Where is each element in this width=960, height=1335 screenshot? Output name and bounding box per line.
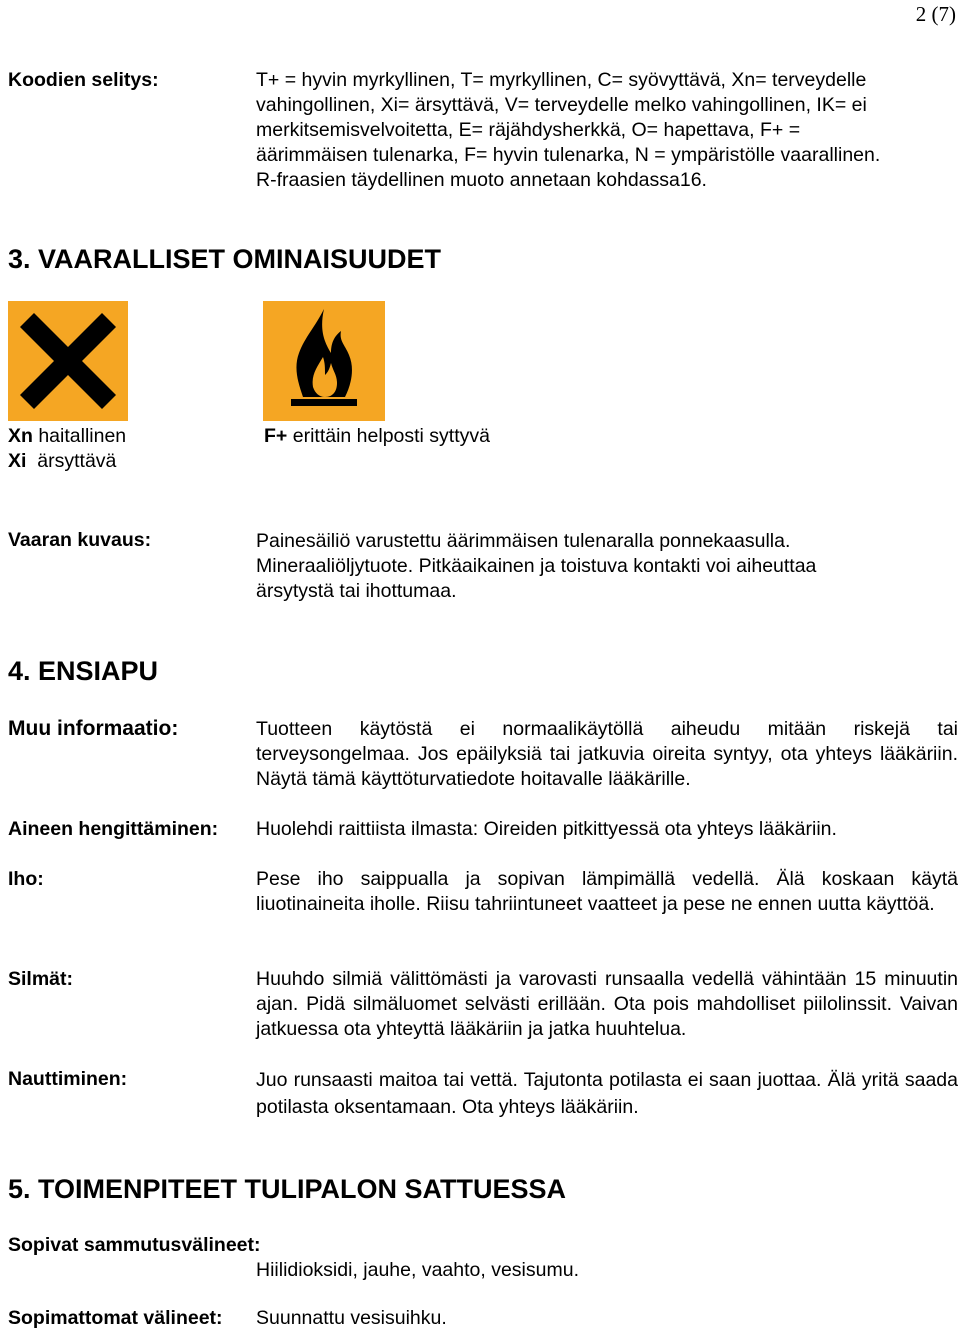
- codes-label: Koodien selitys:: [8, 69, 159, 91]
- skin-label: Iho:: [8, 868, 44, 890]
- ingestion-label: Nauttiminen:: [8, 1068, 128, 1090]
- eyes-text: Huuhdo silmiä välittömästi ja varovasti runsaalla vedellä vähintään 15 minuutin ajan. Pidä silmäluomet selvästi erillään. Ota pois mahdolliset piilolinssit. Vaivan jatkuessa ota yhteyttä lääkäriin ja jatka huuhtelua.: [256, 968, 958, 1040]
- unsuitable-media-text: Suunnattu vesisuihku.: [256, 1307, 447, 1329]
- fplus-code: F+: [264, 425, 288, 447]
- codes-line: R-fraasien täydellinen muoto annetaan kohdassa16.: [256, 169, 707, 191]
- hazard-line: Mineraaliöljytuote. Pitkäaikainen ja toistuva kontakti voi aiheuttaa: [256, 555, 817, 577]
- symbol1-caption: [8, 424, 126, 474]
- codes-text: [256, 68, 958, 193]
- fplus-text: erittäin helposti syttyvä: [287, 425, 490, 447]
- eyes-label: Silmät:: [8, 968, 74, 990]
- suitable-media-text: Hiilidioksidi, jauhe, vaahto, vesisumu.: [256, 1259, 579, 1281]
- codes-line: T+ = hyvin myrkyllinen, T= myrkyllinen, C= syövyttävä, Xn= terveydelle: [256, 69, 867, 91]
- codes-line: vahingollinen, Xi= ärsyttävä, V= terveydelle melko vahingollinen, IK= ei: [256, 94, 867, 116]
- section4-heading: 4. ENSIAPU: [8, 656, 159, 686]
- hazard-line: ärsytystä tai ihottumaa.: [256, 580, 457, 602]
- hazard-label: Vaaran kuvaus:: [8, 529, 152, 551]
- xi-code: Xi: [8, 450, 27, 472]
- section3-heading: 3. VAARALLISET OMINAISUUDET: [8, 244, 442, 274]
- harmful-irritant-x-icon: [8, 301, 128, 421]
- codes-line: äärimmäisen tulenarka, F= hyvin tulenarka, N = ympäristölle vaarallinen.: [256, 144, 881, 166]
- flammable-flame-icon: [263, 301, 385, 421]
- other-info-text: Tuotteen käytöstä ei normaalikäytöllä aiheudu mitään riskejä tai terveysongelmaa. Jos epäilyksiä tai jatkuvia oireita syntyy, ota yhteys lääkäriin. Näytä tämä käyttöturvatiedote hoitavalle lääkärille.: [256, 718, 958, 790]
- suitable-media-label: Sopivat sammutusvälineet:: [8, 1234, 261, 1256]
- codes-line: merkitsemisvelvoitetta, E= räjähdysherkkä, O= hapettava, F+ =: [256, 119, 801, 141]
- xn-text: haitallinen: [32, 425, 127, 447]
- symbol2-caption: [264, 424, 490, 449]
- hazard-text: [256, 529, 958, 604]
- skin-text: Pese iho saippualla ja sopivan lämpimällä vedellä. Älä koskaan käytä liuotinaineita iholle. Riisu tahriintuneet vaatteet ja pese ne ennen uutta käyttöä.: [256, 868, 958, 915]
- inhalation-text: Huolehdi raittiista ilmasta: Oireiden pitkittyessä ota yhteys lääkäriin.: [256, 818, 837, 840]
- hazard-line: Painesäiliö varustettu äärimmäisen tulenaralla ponnekaasulla.: [256, 530, 791, 552]
- inhalation-label: Aineen hengittäminen:: [8, 818, 219, 840]
- xn-code: Xn: [8, 425, 33, 447]
- section5-heading: 5. TOIMENPITEET TULIPALON SATTUESSA: [8, 1174, 567, 1204]
- xi-text: ärsyttävä: [26, 450, 117, 472]
- ingestion-text: Juo runsaasti maitoa tai vettä. Tajutonta potilasta ei saan juottaa. Älä yritä saada potilasta oksentamaan. Ota yhteys lääkäriin.: [256, 1069, 958, 1118]
- page-number: 2 (7): [915, 2, 956, 26]
- unsuitable-media-label: Sopimattomat välineet:: [8, 1307, 223, 1329]
- other-info-label: Muu informaatio:: [8, 717, 179, 740]
